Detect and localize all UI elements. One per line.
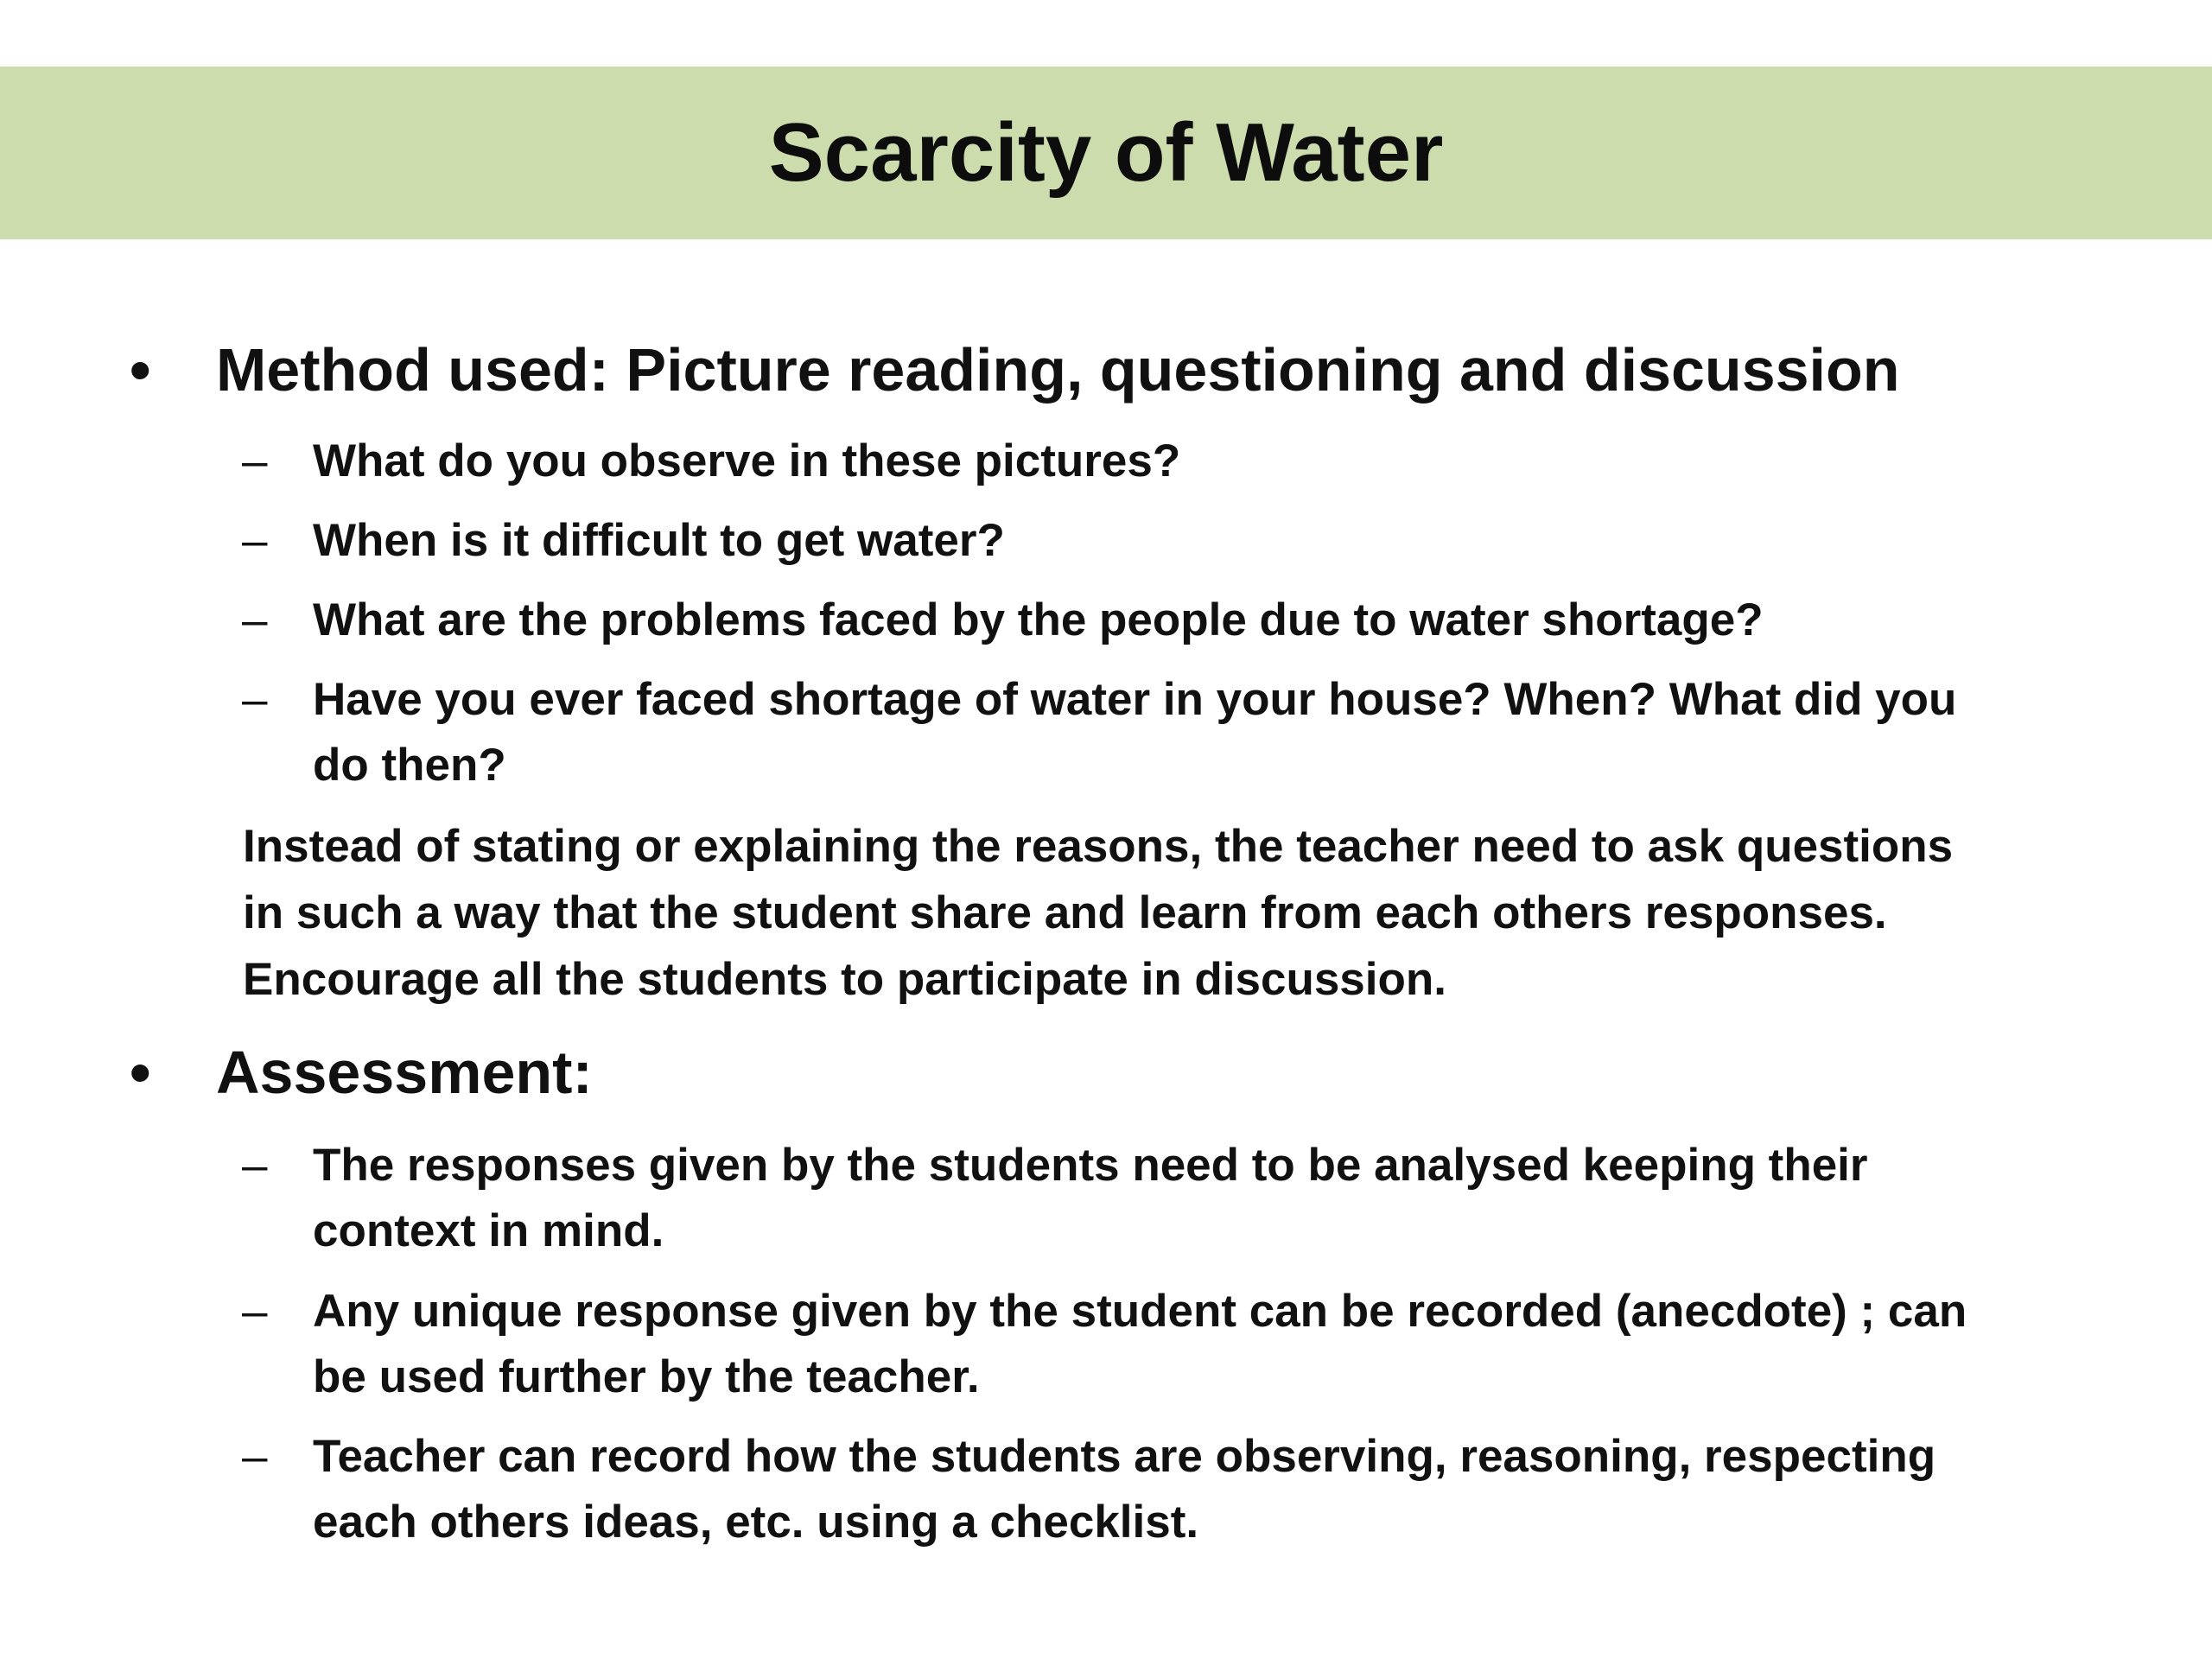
sub-item-text	[313, 1279, 2110, 1410]
dash-icon: –	[242, 1286, 268, 1337]
dash-icon: –	[242, 515, 268, 566]
section-heading: Assessment:	[216, 1039, 593, 1106]
sub-item-line: context in mind.	[313, 1205, 664, 1256]
title-bar	[0, 67, 2212, 239]
sub-item-text: When is it difficult to get water?	[313, 515, 1005, 566]
sub-item-line: do then?	[313, 740, 506, 791]
note-line: Instead of stating or explaining the reasons, the teacher need to ask questions	[243, 821, 1954, 872]
sub-item-line: Any unique response given by the student can be recorded (anecdote) ; can	[313, 1286, 1967, 1337]
sub-item-text	[313, 1424, 2110, 1555]
sub-item-text: What do you observe in these pictures?	[313, 435, 1181, 486]
dash-icon: –	[242, 435, 268, 486]
note-line: Encourage all the students to participate in discussion.	[243, 954, 1446, 1005]
sub-item-text	[313, 667, 2110, 798]
sub-item-line: Have you ever faced shortage of water in your house? When? What did you	[313, 674, 1957, 725]
dash-icon: –	[242, 674, 268, 725]
sub-item-line: Teacher can record how the students are observing, reasoning, respecting	[313, 1431, 1936, 1482]
note-line: in such a way that the student share and learn from each others responses.	[243, 887, 1887, 938]
section-heading: Method used: Picture reading, questioning and discussion	[216, 336, 1900, 404]
sub-item-line: be used further by the teacher.	[313, 1351, 980, 1402]
sub-item-text: What are the problems faced by the people due to water shortage?	[313, 594, 1764, 645]
slide-title: Scarcity of Water	[768, 106, 1444, 199]
sub-item-line: each others ideas, etc. using a checklist.	[313, 1497, 1199, 1548]
bullet-icon: •	[130, 336, 151, 404]
bullet-icon: •	[130, 1039, 151, 1106]
dash-icon: –	[242, 1431, 268, 1482]
sub-item-text	[313, 1133, 2110, 1264]
dash-icon: –	[242, 1140, 268, 1191]
sub-item-line: The responses given by the students need to be analysed keeping their	[313, 1140, 1868, 1191]
dash-icon: –	[242, 594, 268, 645]
teacher-note	[243, 813, 2144, 1013]
